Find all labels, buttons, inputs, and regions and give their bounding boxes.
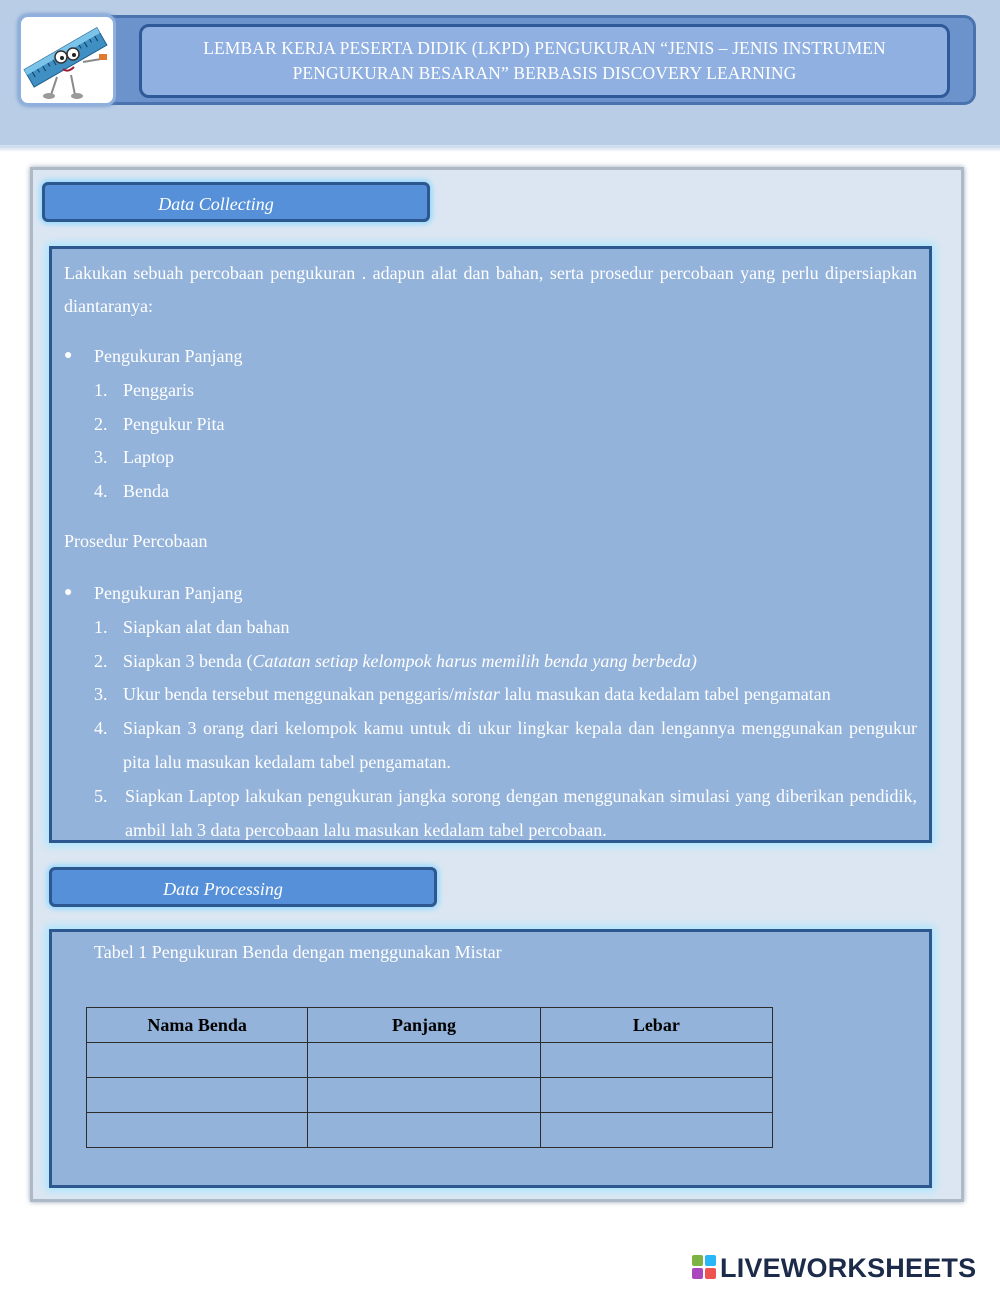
bullet-icon: ●: [64, 585, 73, 600]
table-cell-input[interactable]: [308, 1078, 540, 1113]
procedure-title: Prosedur Percobaan: [64, 531, 208, 551]
bullet-icon: ●: [64, 348, 73, 363]
observation-table: [86, 1007, 773, 1148]
data-collecting-label-text: Data Collecting: [158, 193, 274, 214]
data-processing-label: [49, 867, 437, 907]
brand-text: LIVEWORKSHEETS: [720, 1252, 977, 1283]
header-shadow: [0, 146, 1000, 152]
data-collecting-box: Lakukan sebuah percobaan pengukuran . adapun alat dan bahan, serta prosedur percobaan yang perlu dipersiapkan diantaranya: ● Pengukuran Panjang 1. Penggaris 2. Pengukur Pita 3. Laptop 4. Benda Prosedur Percobaan ● Pengukuran Panjang 1. Siapkan alat dan bahan 2. Siapkan 3 benda (Catatan setiap kelompok harus memilih benda yang berbeda) 3. Ukur benda tersebut menggunakan penggaris/mistar lalu masukan data kedalam tabel pengamatan 4. Siapkan 3 orang dari kelompok kamu untuk di ukur lingkar kepala dan lengannya menggunakan pengukur pita lalu masukan kedalam tabel pengamatan. 5. Siapkan Laptop lakukan pengukuran jangka sorong dengan menggunakan simulasi yang diberikan pendidik, ambil lah 3 data percobaan lalu masukan kedalam tabel percobaan.: [49, 246, 932, 843]
table-cell-input[interactable]: [87, 1113, 308, 1148]
table-row: [87, 1043, 773, 1078]
table-row: [87, 1113, 773, 1148]
table-cell-input[interactable]: [540, 1113, 772, 1148]
ruler-character-icon: [18, 14, 116, 106]
table-cell-input[interactable]: [87, 1043, 308, 1078]
table-cell-input[interactable]: [308, 1113, 540, 1148]
liveworksheets-logo-icon: [692, 1255, 718, 1281]
data-collecting-label: [42, 182, 430, 222]
data-processing-label-text: Data Processing: [163, 878, 283, 899]
table-cell-input[interactable]: [540, 1078, 772, 1113]
table-cell-input[interactable]: [308, 1043, 540, 1078]
liveworksheets-brand[interactable]: [692, 1252, 992, 1284]
column-header: Panjang: [308, 1008, 540, 1043]
table-cell-input[interactable]: [540, 1043, 772, 1078]
table-caption: Tabel 1 Pengukuran Benda dengan menggunakan Mistar: [94, 942, 502, 962]
column-header: Nama Benda: [87, 1008, 308, 1043]
table-header-row: [87, 1008, 773, 1043]
column-header: Lebar: [540, 1008, 772, 1043]
intro-text: Lakukan sebuah percobaan pengukuran . adapun alat dan bahan, serta prosedur percobaan yang perlu dipersiapkan diantaranya:: [64, 263, 917, 316]
table-row: [87, 1078, 773, 1113]
page-title: LEMBAR KERJA PESERTA DIDIK (LKPD) PENGUKURAN “JENIS – JENIS INSTRUMEN PENGUKURAN BESARAN” BERBASIS DISCOVERY LEARNING: [139, 24, 950, 98]
table-cell-input[interactable]: [87, 1078, 308, 1113]
data-processing-box: [49, 929, 932, 1188]
